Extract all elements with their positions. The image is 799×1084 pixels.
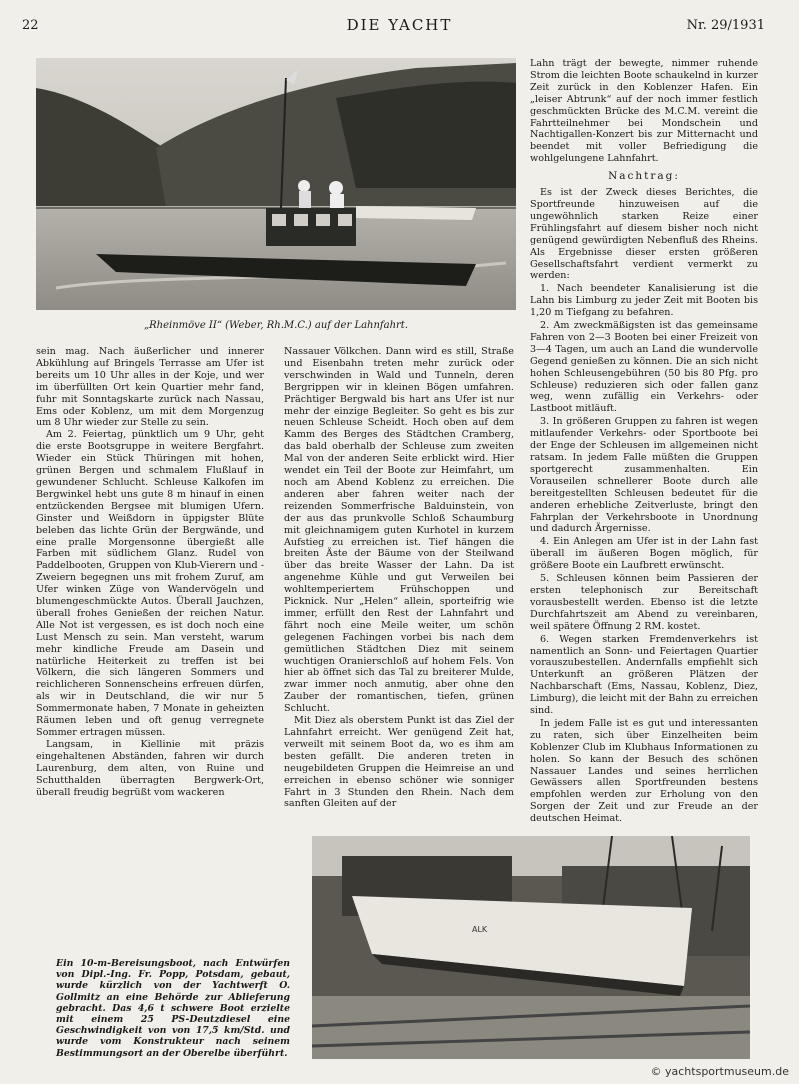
paragraph: 5. Schleusen können beim Passieren der ersten telephonisch zur Bereitschaft vorausbestellt werden. Ebenso ist die letzte Durchfahrtszeit am Abend zu vereinbaren, weil spätere Öffnung 2 RM. kostet. — [530, 573, 758, 632]
paragraph: 3. In größeren Gruppen zu fahren ist wegen mitlaufender Verkehrs- oder Sportboote bei der Enge der Schleusen im allgemeinen nicht ratsam. In jedem Falle müßten die Gruppen sportgerecht zusammenhalten. Ein Vorauseilen schnellerer Boote durch alle bereitgestellten Schleusen bedeutet für die anderen erhebliche Zeitverluste, bringt den Fahrplan der Verkehrsboote in Unordnung und dadurch Ärgernisse. — [530, 416, 758, 535]
photo-caption-top: „Rheinmöve II“ (Weber, Rh.M.C.) auf der Lahnfahrt. — [143, 320, 409, 331]
article-column-2 — [284, 346, 514, 810]
paragraph: sein mag. Nach äußerlicher und innerer Abkühlung auf Bringels Terrasse am Ufer ist bereits um 10 Uhr alles in der Koje, und wer im überfüllten Ort kein Quartier mehr fand, fuhr mit Sonntagskarte zurück nach Nassau, Ems oder Koblenz, um mit dem Morgenzug um 8 Uhr wieder zur Stelle zu sein. — [36, 346, 264, 429]
page-number: 22 — [22, 18, 39, 33]
section-heading: Nachtrag: — [608, 170, 680, 183]
paragraph: 2. Am zweckmäßigsten ist das gemeinsame Fahren von 2—3 Booten bei einer Freizeit von 3—4 Tagen, um auch an Land die wundervolle Gegend genießen zu können. Die an sich nicht hohen Schleusengebühren (50 bis 80 Pfg. pro Schleuse) reduzieren sich oder fallen ganz weg, wenn zufällig ein Verkehrs- oder Lastboot mitläuft. — [530, 320, 758, 415]
magazine-title: DIE YACHT — [346, 16, 453, 34]
motorboat-illustration — [36, 58, 516, 310]
paragraph: 6. Wegen starken Fremdenverkehrs ist namentlich an Sonn- und Feiertagen Quartier vorauszubestellen. Andernfalls empfiehlt sich Unterkunft an größeren Plätzen der Nachbarschaft (Ems, Nassau, Koblenz, Diez, Limburg), die leicht mit der Bahn zu erreichen sind. — [530, 633, 758, 717]
boat-on-slipway-illustration — [312, 836, 750, 1059]
photo-bereisungsboot — [312, 836, 750, 1059]
photo-rheinmoeve — [36, 58, 516, 310]
article-column-3 — [530, 58, 758, 826]
paragraph: Langsam, in Kiellinie mit präzis eingehaltenen Abständen, fahren wir durch Laurenburg, dem alten, von Ruine und Schutthalden überragten Bergwerk-Ort, überall freudig begrüßt vom wackeren — [36, 738, 264, 798]
photo-caption-bottom: Ein 10-m-Bereisungsboot, nach Entwürfen von Dipl.-Ing. Fr. Popp, Potsdam, gebaut, wurde kürzlich von der Yachtwerft O. Gollmitz an eine Behörde zur Ablieferung gebracht. Das 4,6 t schwere Boot erzielte mit einem 25 PS-Deutzdiesel eine Geschwindigkeit von von 17,5 km/Std. und wurde vom Konstrukteur nach seinem Bestimmungsort an der Oberelbe überführt. — [56, 958, 290, 1059]
paragraph: Nassauer Völkchen. Dann wird es still, Straße und Eisenbahn treten mehr zurück oder verschwinden in Wald und Tunneln, deren Bergrippen wir in kleinen Bögen umfahren. Prächtiger Bergwald bis hart ans Ufer ist nur mehr der einzige Begleiter. So geht es bis zur neuen Schleuse Scheidt. Hoch oben auf dem Kamm des Berges des Städtchen Cramberg, das bald oberhalb der Schleuse zum zweiten Mal von der anderen Seite erblickt wird. Hier wendet ein Teil der Boote zur Heimfahrt, um noch am Abend Koblenz zu erreichen. Die anderen aber fahren weiter nach der reizenden Sommerfrische Balduinstein, von der aus das prunkvolle Schloß Schaumburg mit gleichnamigem guten Kurhotel in kurzem Aufstieg zu erreichen ist. Tief hängen die breiten Äste der Bäume von der Steilwand über das breite Wasser der Lahn. Da ist angenehme Kühle und gut Verweilen bei wohltemperiertem Frühschoppen und Picknick. Nur „Helen“ allein, sporteifrig wie immer, erfüllt den Rest der Lahnfahrt und fährt noch eine Meile weiter, um schön gelegenen Fachingen vorbei bis nach dem gemütlichen Städtchen Diez mit seinem wuchtigen Oranierschloß auf hohem Fels. Von hier ab öffnet sich das Tal zu breiterer Mulde, zwar immer noch anmutig, aber ohne den Zauber der romantischen, tiefen, grünen Schlucht. — [284, 346, 514, 715]
boat-name-label: ALK — [472, 925, 488, 934]
paragraph: In jedem Falle ist es gut und interessanten zu raten, sich über Einzelheiten beim Koblenzer Club im Klubhaus Informationen zu holen. So kann der Besuch des schönen Nassauer Landes und seines herrlichen Gewässers allen Sportfreunden bestens empfohlen werden zur Erholung von den Sorgen der Zeit und zur Freude an der deutschen Heimat. — [530, 717, 758, 825]
paragraph: Am 2. Feiertag, pünktlich um 9 Uhr, geht die erste Bootsgruppe in weitere Bergfahrt. Wieder ein Stück Thüringen mit hohen, grünen Bergen und schmalem Flußlauf in gewundener Schlucht. Schleuse Kalkofen im Bergwinkel hebt uns gute 8 m hinauf in einen entzückenden Bergsee mit blumigen Ufern. Ginster und Weißdorn in üppigster Blüte beleben das lichte Grün der Bergwände, und eine pralle Morgensonne übergießt alle Farben mit südlichem Glanz. Rudel von Paddelbooten, Gruppen von Klub-Vierern und -Zweiern begegnen uns mit frohem Zuruf, am Ufer winken Züge von Wandervögeln und blumengeschmückte Autos. Überall Jauchzen, überall frohes Genießen der reichen Natur. Alle Not ist vergessen, es ist doch noch eine Lust Mensch zu sein. Man versteht, warum mehr kindliche Freude am Dasein und natürliche Heiterkeit zu treffen ist bei Völkern, die sich längeren Sommers und reichlicheren Sonnenscheins erfreuen dürfen, als wir in Deutschland, die wir nur 5 Sommermonate haben, 7 Monate in geheizten Räumen leben und oft genug verregnete Sommer ertragen müssen. — [36, 429, 264, 738]
issue-number: Nr. 29/1931 — [686, 18, 765, 33]
article-column-1 — [36, 346, 264, 798]
paragraph: 4. Ein Anlegen am Ufer ist in der Lahn fast überall im äußeren Bogen möglich, für größere Boote ein Laufbrett erwünscht. — [530, 536, 758, 572]
paragraph: 1. Nach beendeter Kanalisierung ist die Lahn bis Limburg zu jeder Zeit mit Booten bis 1,20 m Tiefgang zu befahren. — [530, 283, 758, 319]
paragraph: Es ist der Zweck dieses Berichtes, die Sportfreunde hinzuweisen auf die ungewöhnlich starken Reize einer Frühlingsfahrt auf diesem bisher noch nicht genügend gewürdigten Nebenfluß des Rheins. Als Ergebnisse dieser ersten größeren Gesellschaftsfahrt verdient vermerkt zu werden: — [530, 187, 758, 282]
watermark: © yachtsportmuseum.de — [650, 1065, 789, 1078]
paragraph: Lahn trägt der bewegte, nimmer ruhende Strom die leichten Boote schaukelnd in kurzer Zeit zurück in den Koblenzer Hafen. Ein „leiser Abtrunk“ auf der noch immer festlich geschmückten Brücke des M.C.M. vereint die Fahrtteilnehmer bei Mondschein und Nachtigallen-Konzert bis zur Mitternacht und beendet mit voller Befriedigung die wohlgelungene Lahnfahrt. — [530, 58, 758, 165]
paragraph: Mit Diez als oberstem Punkt ist das Ziel der Lahnfahrt erreicht. Wer genügend Zeit hat, verweilt mit seinem Boot da, wo es ihm am besten gefällt. Die anderen treten in neugebildeten Gruppen die Heimreise an und erreichen in ebenso schöner wie sonniger Fahrt in 3 Stunden den Rhein. Nach dem sanften Gleiten auf der — [284, 715, 514, 810]
